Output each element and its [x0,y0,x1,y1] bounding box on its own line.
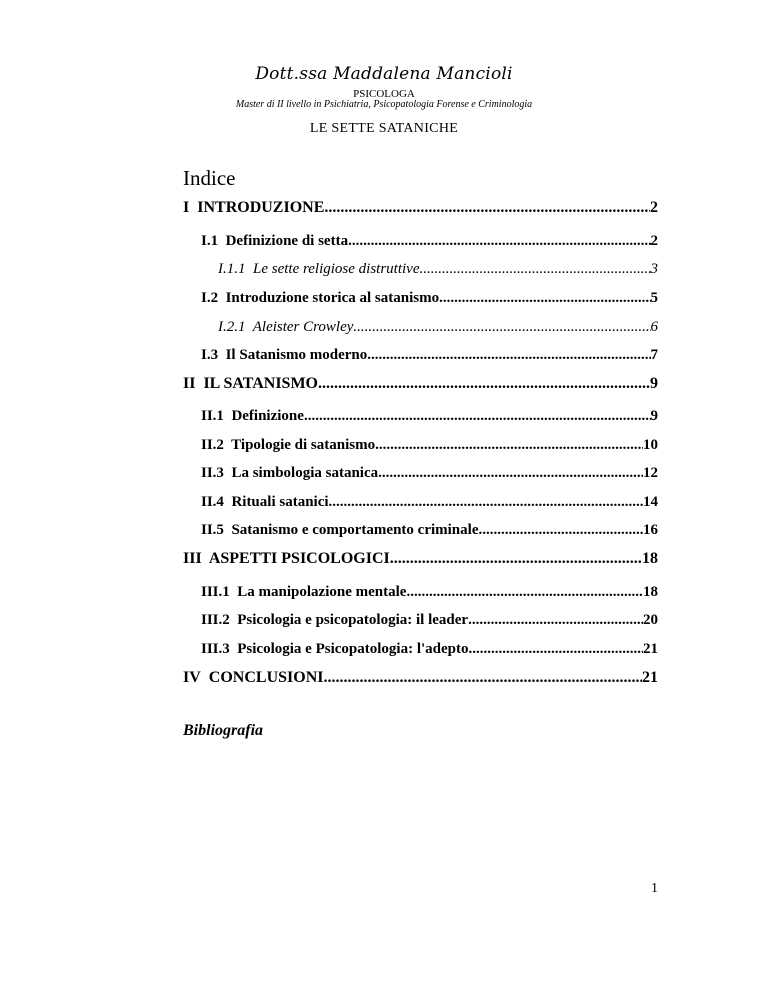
toc-entry-number: III.1 [201,584,230,600]
leader-dots [378,465,643,482]
leader-dots [469,641,644,658]
toc-entry[interactable] [201,233,658,250]
leader-dots [478,522,643,539]
leader-dots [468,612,643,629]
leader-dots [353,319,650,336]
leader-dots [329,494,643,511]
leader-dots [420,261,651,278]
toc-entry-title: CONCLUSIONI [208,669,324,686]
toc-entry[interactable] [218,319,658,336]
toc-entry-page: 2 [650,233,658,249]
author-role: PSICOLOGA [353,88,415,100]
toc-entry-page: 18 [643,584,658,600]
toc-entry-page: 5 [650,290,658,306]
toc-entry-title: Il Satanismo moderno [225,347,368,363]
toc-entry-title: La simbologia satanica [231,465,379,481]
author-name: Dott.ssa Maddalena Mancioli [255,64,513,84]
leader-dots [323,669,642,687]
leader-dots [348,233,650,250]
toc-entry[interactable] [201,465,658,482]
toc-entry[interactable] [201,584,658,601]
toc-entry[interactable] [201,408,658,425]
toc-entry-number: I.3 [201,347,219,363]
page-number: 1 [651,881,658,896]
toc-entry-page: 21 [642,669,658,686]
toc-entry[interactable] [201,437,658,454]
toc-entry-title: IL SATANISMO [203,375,318,392]
toc-entry-title: Definizione di setta [225,233,349,249]
toc-entry-number: III [183,550,202,567]
toc-entry-number: II.5 [201,522,224,538]
toc-entry-page: 7 [650,347,658,363]
toc-entry-number: III.3 [201,641,230,657]
toc-entry[interactable] [201,494,658,511]
toc-entry[interactable] [183,550,658,568]
toc-entry[interactable] [201,290,658,307]
toc-entry[interactable] [218,261,658,278]
leader-dots [375,437,643,454]
toc-entry-page: 9 [650,375,658,392]
toc-entry-title: Psicologia e Psicopatologia: l'adepto [237,641,469,657]
toc-entry-title: La manipolazione mentale [237,584,407,600]
toc-entry-title: Le sette religiose distruttive [253,261,420,277]
toc-entry-title: INTRODUZIONE [197,199,325,216]
toc-entry-title: Definizione [231,408,304,424]
toc-entry-number: I [183,199,190,216]
toc-entry-number: II.4 [201,494,224,510]
toc-entry-number: I.2.1 [218,319,246,335]
leader-dots [324,199,650,217]
leader-dots [439,290,650,307]
leader-dots [406,584,643,601]
author-master: Master di II livello in Psichiatria, Psicopatologia Forense e Criminologia [235,99,533,110]
toc-entry-number: I.1.1 [218,261,246,277]
toc-entry[interactable] [201,347,658,364]
toc-entry[interactable] [183,669,658,687]
toc-entry-number: IV [183,669,201,686]
leader-dots [304,408,651,425]
bibliography-heading: Bibliografia [183,722,264,739]
leader-dots [390,550,642,568]
toc-entry-title: Introduzione storica al satanismo [225,290,440,306]
toc-entry-page: 10 [643,437,658,453]
toc-entry-number: II.1 [201,408,224,424]
toc-entry[interactable] [201,641,658,658]
toc-entry-page: 21 [643,641,658,657]
toc-entry-number: II.2 [201,437,224,453]
toc-entry-page: 12 [643,465,658,481]
toc-entry-page: 20 [643,612,658,628]
toc-entry-title: Rituali satanici [231,494,329,510]
index-heading: Indice [183,166,236,190]
toc-entry-title: ASPETTI PSICOLOGICI [208,550,390,567]
toc-entry[interactable] [201,522,658,539]
toc-entry-number: I.1 [201,233,219,249]
toc-entry[interactable] [183,199,658,217]
toc-entry[interactable] [201,612,658,629]
toc-entry-page: 16 [643,522,658,538]
toc-entry-page: 14 [643,494,658,510]
toc-entry-title: Psicologia e psicopatologia: il leader [237,612,469,628]
toc-entry-number: III.2 [201,612,230,628]
document-title: LE SETTE SATANICHE [309,121,459,136]
toc-entry-page: 6 [650,319,658,335]
toc-entry-number: II.3 [201,465,224,481]
toc-entry-title: Aleister Crowley [252,319,354,335]
leader-dots [318,375,650,393]
toc-entry-title: Tipologie di satanismo [231,437,376,453]
toc-entry-page: 3 [650,261,658,277]
toc-entry-title: Satanismo e comportamento criminale [231,522,479,538]
toc-entry-number: I.2 [201,290,219,306]
toc-entry-number: II [183,375,196,392]
toc-entry-page: 2 [650,199,658,216]
toc-entry[interactable] [183,375,658,393]
toc-entry-page: 18 [642,550,658,567]
leader-dots [367,347,650,364]
toc-entry-page: 9 [650,408,658,424]
